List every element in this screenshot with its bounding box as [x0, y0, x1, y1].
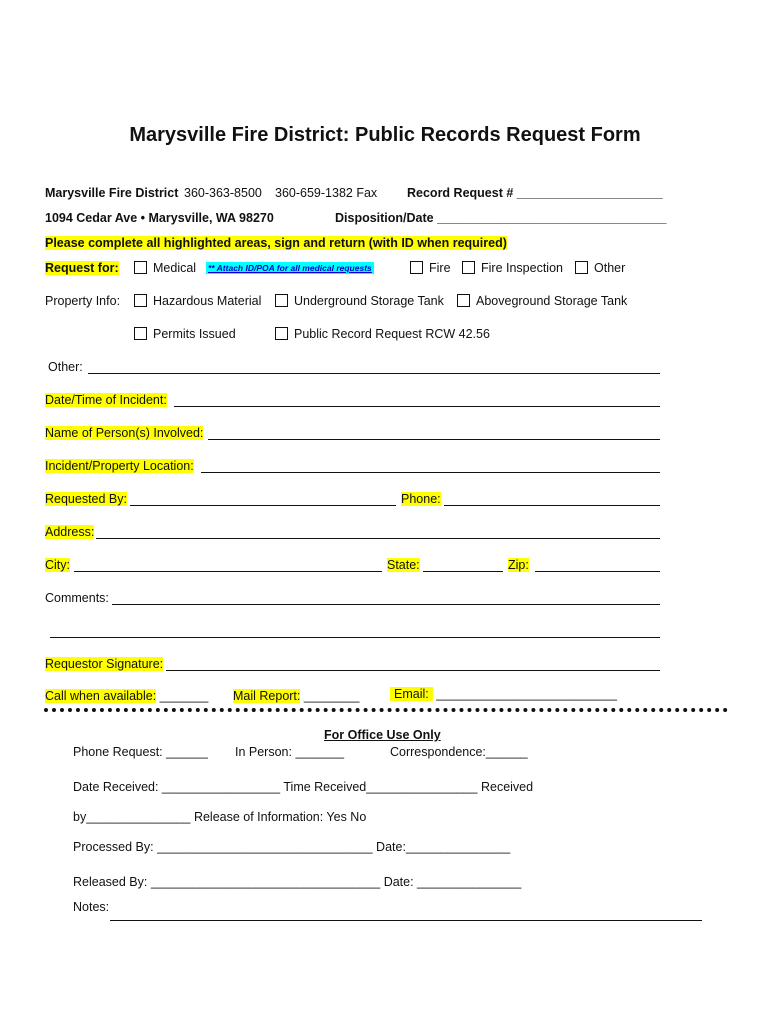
- fire-inspection-label: Fire Inspection: [481, 261, 563, 275]
- location-input[interactable]: [201, 472, 660, 473]
- underground-label: Underground Storage Tank: [294, 294, 444, 308]
- notes-label: Notes:: [73, 900, 110, 914]
- permits-label: Permits Issued: [153, 327, 236, 341]
- comments-label: Comments:: [45, 591, 109, 605]
- correspondence-field: Correspondence:______: [390, 745, 528, 759]
- dotted-divider: [44, 708, 728, 712]
- requested-by-label: Requested By:: [45, 492, 127, 506]
- state-input[interactable]: [423, 571, 503, 572]
- page-title: Marysville Fire District: Public Records Request Form: [129, 124, 641, 146]
- persons-label: Name of Person(s) Involved:: [45, 426, 204, 440]
- other-label: Other: [594, 261, 626, 275]
- office-use-heading: For Office Use Only: [324, 728, 441, 742]
- zip-label: Zip:: [508, 558, 529, 572]
- checkbox-permits[interactable]: [134, 327, 236, 341]
- checkbox-public-record[interactable]: [275, 327, 490, 341]
- attach-id-note: ** Attach ID/POA for all medical requests: [208, 263, 372, 273]
- date-time-label: Date/Time of Incident:: [45, 393, 167, 407]
- property-info-label: Property Info:: [45, 294, 121, 308]
- requested-by-input[interactable]: [130, 505, 396, 506]
- call-blank[interactable]: _______: [159, 689, 209, 703]
- checkbox-icon[interactable]: [275, 327, 288, 340]
- checkbox-icon[interactable]: [134, 327, 147, 340]
- call-label: Call when available:: [45, 689, 157, 703]
- address-label: Address:: [45, 525, 95, 539]
- checkbox-icon[interactable]: [275, 294, 288, 307]
- mail-report[interactable]: [233, 689, 360, 703]
- checkbox-fire-inspection[interactable]: [462, 261, 563, 275]
- checkbox-icon[interactable]: [134, 294, 147, 307]
- released-by-field: Released By: _________________________________ Date: _______________: [73, 875, 522, 889]
- phone-label: Phone:: [401, 492, 441, 506]
- fire-label: Fire: [429, 261, 451, 275]
- medical-label: Medical: [153, 261, 197, 275]
- location-label: Incident/Property Location:: [45, 459, 194, 473]
- date-time-input[interactable]: [174, 406, 660, 407]
- checkbox-fire[interactable]: [410, 261, 451, 275]
- state-label: State:: [387, 558, 420, 572]
- address-input[interactable]: [96, 538, 660, 539]
- signature-input[interactable]: [166, 670, 660, 671]
- checkbox-aboveground[interactable]: [457, 294, 627, 308]
- phone-request-field: Phone Request: ______: [73, 745, 208, 759]
- disposition-date: Disposition/Date _________________________________: [335, 211, 667, 225]
- zip-input[interactable]: [535, 571, 660, 572]
- instructions: Please complete all highlighted areas, sign and return (with ID when required): [45, 236, 507, 250]
- checkbox-hazardous[interactable]: [134, 294, 261, 308]
- aboveground-label: Aboveground Storage Tank: [476, 294, 628, 308]
- other-field-input[interactable]: [88, 373, 660, 374]
- email-blank[interactable]: __________________________: [436, 687, 617, 701]
- persons-input[interactable]: [208, 439, 660, 440]
- comments-input-line2[interactable]: [50, 637, 660, 638]
- org-address: 1094 Cedar Ave • Marysville, WA 98270: [45, 211, 274, 225]
- email-label: Email:: [390, 687, 433, 701]
- mail-blank[interactable]: ________: [303, 689, 360, 703]
- notes-input[interactable]: [110, 920, 702, 921]
- checkbox-icon[interactable]: [410, 261, 423, 274]
- checkbox-medical[interactable]: [134, 261, 196, 275]
- public-record-label: Public Record Request RCW 42.56: [294, 327, 490, 341]
- processed-by-field: Processed By: _______________________________ Date:_______________: [73, 840, 511, 854]
- checkbox-icon[interactable]: [575, 261, 588, 274]
- date-received-field: Date Received: _________________ Time Received________________ Received: [73, 780, 534, 794]
- request-for-label: Request for:: [45, 261, 119, 275]
- org-name: Marysville Fire District: [45, 186, 179, 200]
- comments-input[interactable]: [112, 604, 660, 605]
- record-request-number: Record Request # _____________________: [407, 186, 663, 200]
- checkbox-underground[interactable]: [275, 294, 444, 308]
- in-person-field: In Person: _______: [235, 745, 345, 759]
- email-field[interactable]: [390, 687, 617, 701]
- signature-label: Requestor Signature:: [45, 657, 164, 671]
- checkbox-other[interactable]: [575, 261, 625, 275]
- hazardous-label: Hazardous Material: [153, 294, 262, 308]
- phone-input[interactable]: [444, 505, 660, 506]
- mail-label: Mail Report:: [233, 689, 301, 703]
- call-when-available[interactable]: [45, 689, 208, 703]
- checkbox-icon[interactable]: [462, 261, 475, 274]
- org-phone: 360-363-8500: [184, 186, 262, 200]
- org-fax: 360-659-1382 Fax: [275, 186, 378, 200]
- city-label: City:: [45, 558, 70, 572]
- checkbox-icon[interactable]: [134, 261, 147, 274]
- received-by-release-field: by_______________ Release of Information: Yes No: [73, 810, 367, 824]
- checkbox-icon[interactable]: [457, 294, 470, 307]
- city-input[interactable]: [74, 571, 382, 572]
- other-field-label: Other:: [48, 360, 83, 374]
